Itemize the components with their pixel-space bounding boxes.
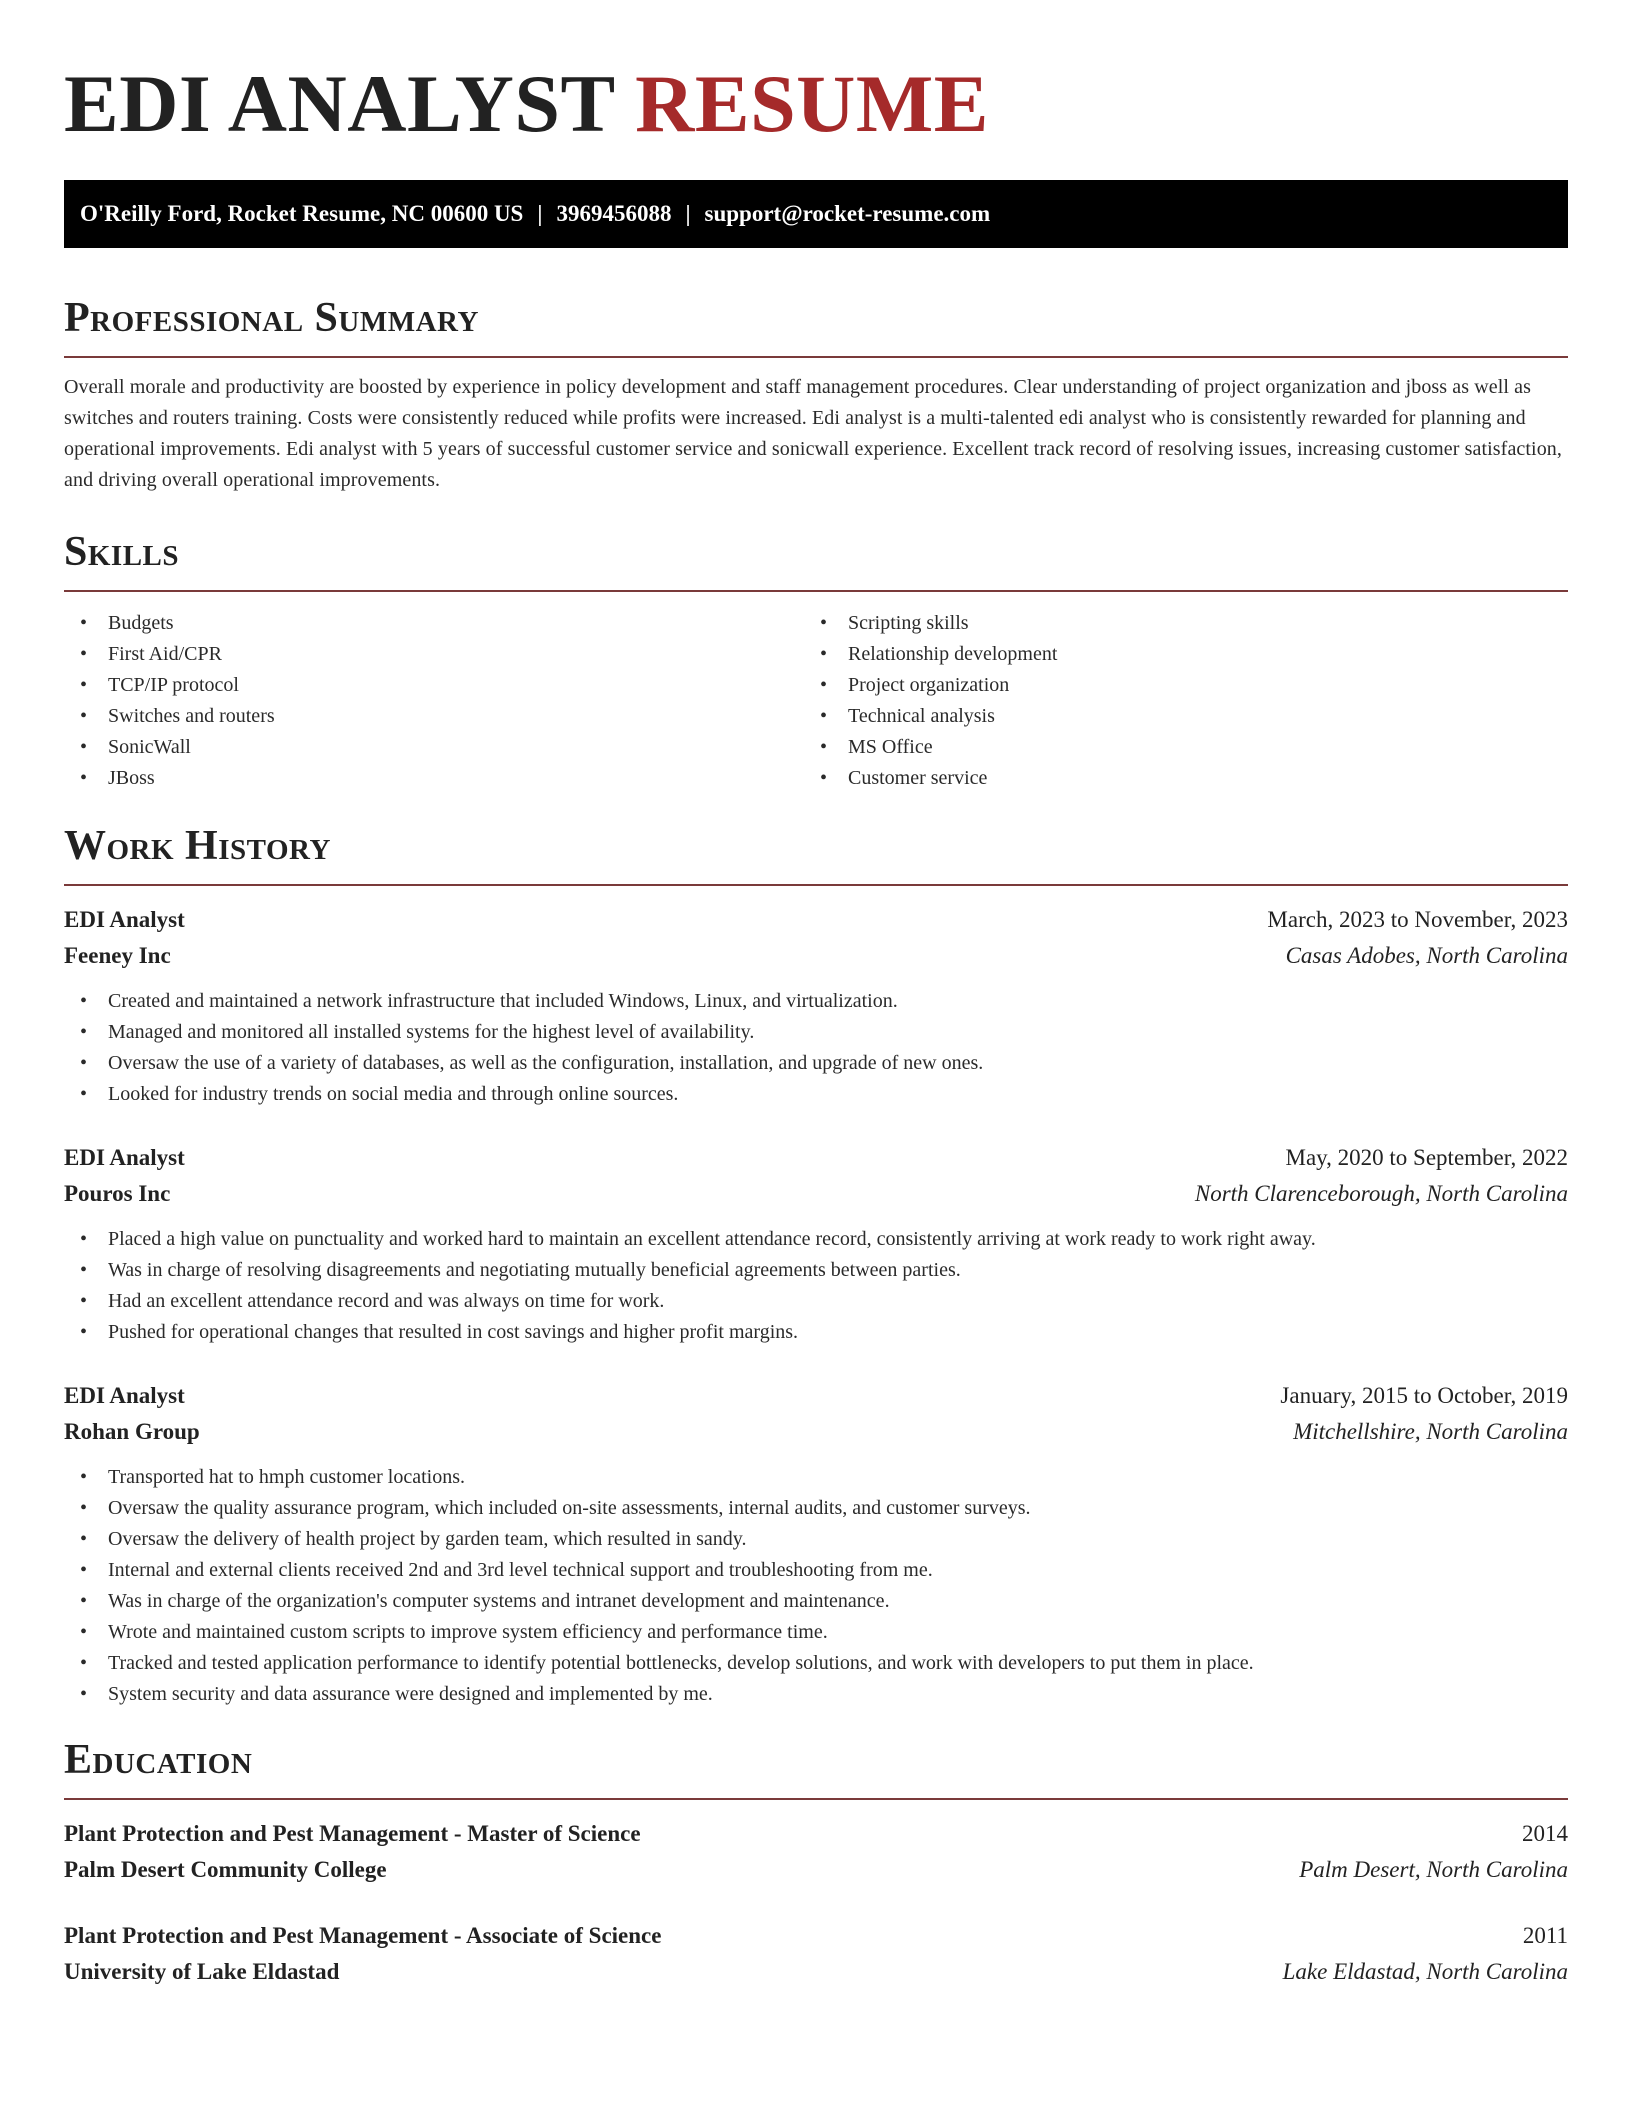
summary-text: Overall morale and productivity are boosted by experience in policy development and staff management procedures. Clear understanding of project organization and jboss as well as switches and routers training. Costs were consistently reduced while profits were increased. Edi analyst is a multi-talented edi analyst who is consistently rewarded for planning and operational improvements. Edi analyst with 5 years of successful customer service and sonicwall experience. Excellent track record of resolving issues, increasing customer satisfaction, and driving overall operational improvements.	[64, 376, 1563, 491]
job-entry	[64, 1140, 1568, 1348]
job-bullet: • Had an excellent attendance record and was always on time for work.	[64, 1286, 1568, 1317]
job-subheader	[64, 1414, 1568, 1450]
education-location: Palm Desert, North Carolina	[1299, 1857, 1568, 1882]
job-subheader	[64, 938, 1568, 974]
contact-email: support@rocket-resume.com	[704, 201, 991, 226]
section-divider	[64, 590, 1568, 592]
job-entry	[64, 1378, 1568, 1710]
education-header	[64, 1816, 1568, 1852]
contact-address: O'Reilly Ford, Rocket Resume, NC 00600 US	[80, 201, 524, 226]
job-dates: May, 2020 to September, 2022	[1285, 1145, 1568, 1170]
contact-phone: 3969456088	[556, 201, 672, 226]
skill-item: • MS Office	[804, 732, 1544, 763]
skill-item: • Budgets	[64, 608, 804, 639]
section-divider	[64, 884, 1568, 886]
resume-title	[64, 0, 1568, 152]
job-header	[64, 902, 1568, 938]
job-bullet: • Looked for industry trends on social media and through online sources.	[64, 1079, 1568, 1110]
resume-page	[64, 0, 1568, 1990]
job-subheader	[64, 1176, 1568, 1212]
job-location: Casas Adobes, North Carolina	[1285, 943, 1568, 968]
job-dates: March, 2023 to November, 2023	[1267, 907, 1568, 932]
education-entry	[64, 1918, 1568, 1990]
job-bullet: • Oversaw the quality assurance program, which included on-site assessments, internal audits, and customer surveys.	[64, 1493, 1568, 1524]
job-bullet: • Transported hat to hmph customer locations.	[64, 1462, 1568, 1493]
job-bullet: • Wrote and maintained custom scripts to improve system efficiency and performance time.	[64, 1617, 1568, 1648]
education-header	[64, 1918, 1568, 1954]
education-subheader	[64, 1852, 1568, 1888]
job-bullet: • System security and data assurance were designed and implemented by me.	[64, 1679, 1568, 1710]
skill-item: • Project organization	[804, 670, 1544, 701]
job-bullets	[64, 1462, 1568, 1710]
skills-column-left	[64, 608, 804, 794]
job-location: North Clarenceborough, North Carolina	[1194, 1181, 1568, 1206]
summary-heading: Professional Summary	[64, 295, 479, 341]
skill-item: • TCP/IP protocol	[64, 670, 804, 701]
work-history-heading: Work History	[64, 823, 331, 869]
education-year: 2014	[1522, 1821, 1568, 1846]
skill-item: • JBoss	[64, 763, 804, 794]
skills-list	[64, 608, 1568, 794]
title-accent: RESUME	[635, 58, 989, 149]
education-school: University of Lake Eldastad	[64, 1959, 340, 1984]
job-header	[64, 1140, 1568, 1176]
section-divider	[64, 1798, 1568, 1800]
job-title: EDI Analyst	[64, 1145, 185, 1170]
job-title: EDI Analyst	[64, 1383, 185, 1408]
contact-separator: |	[537, 201, 543, 226]
skills-heading: Skills	[64, 529, 180, 575]
job-title: EDI Analyst	[64, 907, 185, 932]
contact-separator: |	[685, 201, 691, 226]
skill-item: • Customer service	[804, 763, 1544, 794]
job-company: Rohan Group	[64, 1419, 200, 1444]
section-divider	[64, 356, 1568, 358]
education-school: Palm Desert Community College	[64, 1857, 387, 1882]
education-heading: Education	[64, 1737, 253, 1783]
skill-item: • Technical analysis	[804, 701, 1544, 732]
job-location: Mitchellshire, North Carolina	[1293, 1419, 1568, 1444]
job-bullet: • Oversaw the use of a variety of databases, as well as the configuration, installation, and upgrade of new ones.	[64, 1048, 1568, 1079]
skill-item: • SonicWall	[64, 732, 804, 763]
skills-column-right	[804, 608, 1544, 794]
education-location: Lake Eldastad, North Carolina	[1282, 1959, 1568, 1984]
job-bullets	[64, 986, 1568, 1110]
skill-item: • Switches and routers	[64, 701, 804, 732]
contact-bar	[64, 180, 1568, 248]
skill-item: • First Aid/CPR	[64, 639, 804, 670]
job-bullet: • Internal and external clients received 2nd and 3rd level technical support and troubleshooting from me.	[64, 1555, 1568, 1586]
job-dates: January, 2015 to October, 2019	[1280, 1383, 1568, 1408]
job-bullet: • Placed a high value on punctuality and worked hard to maintain an excellent attendance record, consistently arriving at work ready to work right away.	[64, 1224, 1568, 1255]
skill-item: • Relationship development	[804, 639, 1544, 670]
education-entry	[64, 1816, 1568, 1888]
education-year: 2011	[1522, 1923, 1568, 1948]
job-bullet: • Was in charge of the organization's computer systems and intranet development and maintenance.	[64, 1586, 1568, 1617]
education-degree: Plant Protection and Pest Management - Associate of Science	[64, 1923, 662, 1948]
job-header	[64, 1378, 1568, 1414]
job-bullets	[64, 1224, 1568, 1348]
job-bullet: • Managed and monitored all installed systems for the highest level of availability.	[64, 1017, 1568, 1048]
education-degree: Plant Protection and Pest Management - Master of Science	[64, 1821, 641, 1846]
job-bullet: • Pushed for operational changes that resulted in cost savings and higher profit margins.	[64, 1317, 1568, 1348]
education-subheader	[64, 1954, 1568, 1990]
job-company: Pouros Inc	[64, 1181, 171, 1206]
job-bullet: • Created and maintained a network infrastructure that included Windows, Linux, and virtualization.	[64, 986, 1568, 1017]
job-bullet: • Tracked and tested application performance to identify potential bottlenecks, develop solutions, and work with developers to put them in place.	[64, 1648, 1568, 1679]
job-bullet: • Was in charge of resolving disagreements and negotiating mutually beneficial agreements between parties.	[64, 1255, 1568, 1286]
job-entry	[64, 902, 1568, 1110]
job-company: Feeney Inc	[64, 943, 171, 968]
title-main: EDI ANALYST	[64, 58, 615, 149]
skill-item: • Scripting skills	[804, 608, 1544, 639]
job-bullet: • Oversaw the delivery of health project by garden team, which resulted in sandy.	[64, 1524, 1568, 1555]
